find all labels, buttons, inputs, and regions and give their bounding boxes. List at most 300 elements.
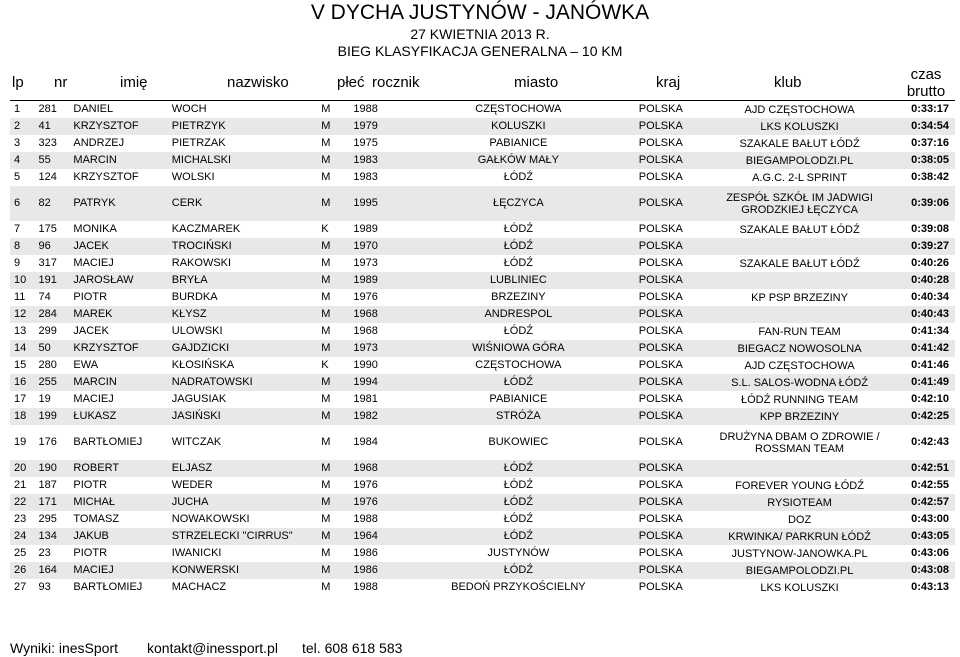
- table-header: [10, 63, 955, 101]
- cell-nr: 50: [34, 340, 69, 357]
- cell-lp: 14: [10, 340, 34, 357]
- cell-klub: SZAKALE BAŁUT ŁÓDŹ: [707, 221, 892, 238]
- cell-nr: 280: [34, 357, 69, 374]
- cell-kraj: POLSKA: [614, 391, 707, 408]
- cell-klub: LKS KOLUSZKI: [707, 579, 892, 596]
- table-row: [10, 374, 955, 391]
- cell-nazwisko: KŁOSIŃSKA: [168, 357, 317, 374]
- cell-miasto: ŁÓDŹ: [422, 511, 614, 528]
- cell-nazwisko: JASIŃSKI: [168, 408, 317, 425]
- cell-nr: 284: [34, 306, 69, 323]
- cell-kraj: POLSKA: [614, 221, 707, 238]
- table-row: [10, 323, 955, 340]
- cell-nazwisko: BRYŁA: [168, 272, 317, 289]
- cell-lp: 16: [10, 374, 34, 391]
- col-header-czas-line2: brutto: [906, 83, 946, 100]
- cell-kraj: POLSKA: [614, 255, 707, 272]
- cell-klub: [707, 460, 892, 477]
- table-row: [10, 408, 955, 425]
- cell-nazwisko: KONWERSKI: [168, 562, 317, 579]
- cell-kraj: POLSKA: [614, 186, 707, 221]
- cell-klub: FAN-RUN TEAM: [707, 323, 892, 340]
- cell-klub: LKS KOLUSZKI: [707, 118, 892, 135]
- cell-lp: 1: [10, 101, 34, 119]
- cell-miasto: ŁÓDŹ: [422, 477, 614, 494]
- cell-miasto: KOLUSZKI: [422, 118, 614, 135]
- cell-nr: 164: [34, 562, 69, 579]
- cell-plec: M: [317, 425, 349, 460]
- cell-klub: AJD CZĘSTOCHOWA: [707, 357, 892, 374]
- col-header-rocznik: rocznik: [372, 74, 420, 91]
- cell-nazwisko: TROCIŃSKI: [168, 238, 317, 255]
- results-body: [10, 101, 955, 597]
- cell-czas: 0:38:42: [892, 169, 955, 186]
- cell-lp: 2: [10, 118, 34, 135]
- cell-imie: PIOTR: [69, 477, 167, 494]
- cell-nr: 190: [34, 460, 69, 477]
- cell-czas: 0:40:28: [892, 272, 955, 289]
- cell-rocznik: 1970: [349, 238, 422, 255]
- cell-nazwisko: BURDKA: [168, 289, 317, 306]
- cell-plec: M: [317, 255, 349, 272]
- cell-miasto: ŁÓDŹ: [422, 494, 614, 511]
- cell-czas: 0:33:17: [892, 101, 955, 119]
- cell-klub: BIEGACZ NOWOSOLNA: [707, 340, 892, 357]
- table-row: [10, 221, 955, 238]
- cell-nazwisko: NADRATOWSKI: [168, 374, 317, 391]
- table-row: [10, 528, 955, 545]
- cell-rocznik: 1973: [349, 255, 422, 272]
- cell-nr: 124: [34, 169, 69, 186]
- cell-plec: M: [317, 562, 349, 579]
- cell-miasto: BUKOWIEC: [422, 425, 614, 460]
- cell-czas: 0:39:06: [892, 186, 955, 221]
- cell-kraj: POLSKA: [614, 101, 707, 119]
- col-header-plec: płeć: [337, 74, 365, 91]
- cell-lp: 10: [10, 272, 34, 289]
- cell-lp: 11: [10, 289, 34, 306]
- cell-miasto: ŁÓDŹ: [422, 528, 614, 545]
- cell-rocznik: 1994: [349, 374, 422, 391]
- cell-czas: 0:43:06: [892, 545, 955, 562]
- cell-miasto: STRÓŻA: [422, 408, 614, 425]
- cell-plec: M: [317, 477, 349, 494]
- cell-lp: 25: [10, 545, 34, 562]
- cell-plec: M: [317, 460, 349, 477]
- cell-kraj: POLSKA: [614, 289, 707, 306]
- cell-nr: 176: [34, 425, 69, 460]
- cell-imie: MICHAŁ: [69, 494, 167, 511]
- table-row: [10, 425, 955, 460]
- cell-kraj: POLSKA: [614, 169, 707, 186]
- cell-lp: 17: [10, 391, 34, 408]
- cell-plec: M: [317, 545, 349, 562]
- cell-nr: 55: [34, 152, 69, 169]
- cell-nazwisko: WOCH: [168, 101, 317, 119]
- cell-kraj: POLSKA: [614, 374, 707, 391]
- cell-nazwisko: WOLSKI: [168, 169, 317, 186]
- cell-imie: MARCIN: [69, 152, 167, 169]
- cell-plec: M: [317, 340, 349, 357]
- cell-kraj: POLSKA: [614, 579, 707, 596]
- cell-klub: KP PSP BRZEZINY: [707, 289, 892, 306]
- cell-lp: 20: [10, 460, 34, 477]
- cell-czas: 0:43:13: [892, 579, 955, 596]
- cell-imie: KRZYSZTOF: [69, 169, 167, 186]
- cell-rocznik: 1984: [349, 425, 422, 460]
- cell-czas: 0:41:42: [892, 340, 955, 357]
- cell-miasto: ŁÓDŹ: [422, 460, 614, 477]
- cell-rocznik: 1968: [349, 460, 422, 477]
- footer-phone: tel. 608 618 583: [302, 640, 403, 656]
- cell-plec: K: [317, 357, 349, 374]
- cell-lp: 4: [10, 152, 34, 169]
- col-header-nr: nr: [54, 74, 68, 91]
- cell-rocznik: 1976: [349, 494, 422, 511]
- cell-nr: 199: [34, 408, 69, 425]
- cell-czas: 0:42:10: [892, 391, 955, 408]
- cell-miasto: CZĘSTOCHOWA: [422, 101, 614, 119]
- cell-kraj: POLSKA: [614, 152, 707, 169]
- cell-miasto: ŁÓDŹ: [422, 562, 614, 579]
- cell-imie: MARCIN: [69, 374, 167, 391]
- cell-imie: KRZYSZTOF: [69, 118, 167, 135]
- table-row: [10, 391, 955, 408]
- cell-imie: MACIEJ: [69, 255, 167, 272]
- cell-plec: M: [317, 135, 349, 152]
- table-row: [10, 460, 955, 477]
- cell-rocznik: 1989: [349, 221, 422, 238]
- cell-kraj: POLSKA: [614, 135, 707, 152]
- cell-kraj: POLSKA: [614, 545, 707, 562]
- cell-plec: M: [317, 374, 349, 391]
- cell-klub: [707, 238, 892, 255]
- cell-nazwisko: WEDER: [168, 477, 317, 494]
- table-row: [10, 255, 955, 272]
- cell-imie: MONIKA: [69, 221, 167, 238]
- cell-klub: KRWINKA/ PARKRUN ŁÓDŹ: [707, 528, 892, 545]
- cell-kraj: POLSKA: [614, 306, 707, 323]
- cell-plec: M: [317, 323, 349, 340]
- cell-czas: 0:41:46: [892, 357, 955, 374]
- cell-imie: JACEK: [69, 238, 167, 255]
- col-header-czas: [896, 66, 956, 100]
- col-header-klub: klub: [774, 74, 802, 91]
- cell-nazwisko: JUCHA: [168, 494, 317, 511]
- cell-miasto: CZĘSTOCHOWA: [422, 357, 614, 374]
- cell-czas: 0:38:05: [892, 152, 955, 169]
- table-row: [10, 494, 955, 511]
- page-subtitle: BIEG KLASYFIKACJA GENERALNA – 10 KM: [337, 43, 623, 59]
- cell-miasto: ANDRESPOL: [422, 306, 614, 323]
- cell-kraj: POLSKA: [614, 528, 707, 545]
- cell-nr: 317: [34, 255, 69, 272]
- cell-miasto: ŁĘCZYCA: [422, 186, 614, 221]
- cell-czas: 0:43:08: [892, 562, 955, 579]
- cell-klub: DOZ: [707, 511, 892, 528]
- cell-plec: M: [317, 152, 349, 169]
- cell-czas: 0:34:54: [892, 118, 955, 135]
- cell-klub: A.G.C. 2-L SPRINT: [707, 169, 892, 186]
- cell-kraj: POLSKA: [614, 460, 707, 477]
- footer-contact: kontakt@inessport.pl: [147, 640, 278, 656]
- cell-kraj: POLSKA: [614, 408, 707, 425]
- cell-nr: 295: [34, 511, 69, 528]
- results-table: [10, 100, 955, 596]
- cell-nazwisko: PIETRZAK: [168, 135, 317, 152]
- cell-czas: 0:42:57: [892, 494, 955, 511]
- cell-imie: KRZYSZTOF: [69, 340, 167, 357]
- cell-klub: SZAKALE BAŁUT ŁÓDŹ: [707, 255, 892, 272]
- cell-plec: M: [317, 579, 349, 596]
- table-row: [10, 238, 955, 255]
- cell-miasto: JUSTYNÓW: [422, 545, 614, 562]
- cell-imie: PATRYK: [69, 186, 167, 221]
- cell-rocznik: 1982: [349, 408, 422, 425]
- cell-nr: 255: [34, 374, 69, 391]
- cell-nazwisko: KŁYSZ: [168, 306, 317, 323]
- cell-czas: 0:42:25: [892, 408, 955, 425]
- cell-imie: ŁUKASZ: [69, 408, 167, 425]
- cell-klub: BIEGAMPOLODZI.PL: [707, 152, 892, 169]
- cell-plec: M: [317, 186, 349, 221]
- cell-nazwisko: GAJDZICKI: [168, 340, 317, 357]
- cell-nazwisko: STRZELECKI "CIRRUS": [168, 528, 317, 545]
- cell-klub: BIEGAMPOLODZI.PL: [707, 562, 892, 579]
- cell-czas: 0:41:49: [892, 374, 955, 391]
- cell-imie: PIOTR: [69, 545, 167, 562]
- cell-klub: AJD CZĘSTOCHOWA: [707, 101, 892, 119]
- cell-miasto: ŁÓDŹ: [422, 169, 614, 186]
- table-row: [10, 135, 955, 152]
- cell-nr: 134: [34, 528, 69, 545]
- cell-nazwisko: CERK: [168, 186, 317, 221]
- cell-plec: M: [317, 238, 349, 255]
- cell-kraj: POLSKA: [614, 477, 707, 494]
- cell-kraj: POLSKA: [614, 340, 707, 357]
- cell-miasto: PABIANICE: [422, 135, 614, 152]
- cell-rocznik: 1973: [349, 340, 422, 357]
- cell-lp: 5: [10, 169, 34, 186]
- cell-rocznik: 1989: [349, 272, 422, 289]
- cell-nr: 299: [34, 323, 69, 340]
- cell-plec: M: [317, 101, 349, 119]
- table-row: [10, 545, 955, 562]
- cell-kraj: POLSKA: [614, 425, 707, 460]
- cell-imie: ANDRZEJ: [69, 135, 167, 152]
- cell-czas: 0:40:43: [892, 306, 955, 323]
- col-header-nazwisko: nazwisko: [227, 74, 289, 91]
- cell-lp: 27: [10, 579, 34, 596]
- cell-klub: FOREVER YOUNG ŁÓDŹ: [707, 477, 892, 494]
- cell-miasto: GAŁKÓW MAŁY: [422, 152, 614, 169]
- cell-klub: JUSTYNOW-JANOWKA.PL: [707, 545, 892, 562]
- cell-lp: 23: [10, 511, 34, 528]
- table-row: [10, 101, 955, 119]
- cell-nr: 187: [34, 477, 69, 494]
- col-header-imie: imię: [120, 74, 148, 91]
- cell-klub: RYSIOTEAM: [707, 494, 892, 511]
- cell-czas: 0:42:55: [892, 477, 955, 494]
- cell-miasto: ŁÓDŹ: [422, 374, 614, 391]
- cell-miasto: LUBLINIEC: [422, 272, 614, 289]
- cell-rocznik: 1988: [349, 511, 422, 528]
- cell-czas: 0:42:51: [892, 460, 955, 477]
- cell-klub: [707, 272, 892, 289]
- cell-kraj: POLSKA: [614, 238, 707, 255]
- cell-czas: 0:43:05: [892, 528, 955, 545]
- cell-czas: 0:41:34: [892, 323, 955, 340]
- table-row: [10, 340, 955, 357]
- table-row: [10, 579, 955, 596]
- cell-nazwisko: ELJASZ: [168, 460, 317, 477]
- cell-rocznik: 1986: [349, 545, 422, 562]
- cell-rocznik: 1983: [349, 169, 422, 186]
- table-row: [10, 169, 955, 186]
- cell-rocznik: 1986: [349, 562, 422, 579]
- col-header-lp: lp: [12, 74, 24, 91]
- cell-rocznik: 1988: [349, 579, 422, 596]
- cell-lp: 21: [10, 477, 34, 494]
- cell-nazwisko: IWANICKI: [168, 545, 317, 562]
- cell-plec: M: [317, 169, 349, 186]
- cell-nr: 41: [34, 118, 69, 135]
- cell-imie: JAROSŁAW: [69, 272, 167, 289]
- cell-czas: 0:40:26: [892, 255, 955, 272]
- cell-nazwisko: JAGUSIAK: [168, 391, 317, 408]
- cell-lp: 19: [10, 425, 34, 460]
- cell-nr: 171: [34, 494, 69, 511]
- cell-rocznik: 1975: [349, 135, 422, 152]
- cell-lp: 18: [10, 408, 34, 425]
- cell-imie: BARTŁOMIEJ: [69, 425, 167, 460]
- cell-nr: 175: [34, 221, 69, 238]
- cell-kraj: POLSKA: [614, 494, 707, 511]
- cell-nazwisko: WITCZAK: [168, 425, 317, 460]
- cell-lp: 9: [10, 255, 34, 272]
- cell-lp: 12: [10, 306, 34, 323]
- cell-nr: 19: [34, 391, 69, 408]
- cell-imie: MACIEJ: [69, 391, 167, 408]
- cell-nazwisko: RAKOWSKI: [168, 255, 317, 272]
- cell-lp: 22: [10, 494, 34, 511]
- footer-results: Wyniki: inesSport: [10, 640, 119, 656]
- cell-imie: ROBERT: [69, 460, 167, 477]
- cell-lp: 6: [10, 186, 34, 221]
- table-row: [10, 562, 955, 579]
- cell-kraj: POLSKA: [614, 118, 707, 135]
- cell-miasto: BEDOŃ PRZYKOŚCIELNY: [422, 579, 614, 596]
- table-row: [10, 272, 955, 289]
- cell-rocznik: 1964: [349, 528, 422, 545]
- cell-plec: K: [317, 221, 349, 238]
- cell-rocznik: 1995: [349, 186, 422, 221]
- cell-klub: S.L. SALOS-WODNA ŁÓDŹ: [707, 374, 892, 391]
- cell-czas: 0:40:34: [892, 289, 955, 306]
- cell-plec: M: [317, 494, 349, 511]
- cell-nr: 323: [34, 135, 69, 152]
- cell-imie: EWA: [69, 357, 167, 374]
- cell-plec: M: [317, 528, 349, 545]
- cell-rocznik: 1976: [349, 289, 422, 306]
- cell-nazwisko: ULOWSKI: [168, 323, 317, 340]
- cell-imie: MACIEJ: [69, 562, 167, 579]
- cell-miasto: ŁÓDŹ: [422, 323, 614, 340]
- cell-miasto: WIŚNIOWA GÓRA: [422, 340, 614, 357]
- cell-lp: 24: [10, 528, 34, 545]
- cell-imie: JACEK: [69, 323, 167, 340]
- cell-czas: 0:39:27: [892, 238, 955, 255]
- cell-klub: [707, 306, 892, 323]
- cell-lp: 3: [10, 135, 34, 152]
- cell-rocznik: 1981: [349, 391, 422, 408]
- table-row: [10, 477, 955, 494]
- cell-rocznik: 1979: [349, 118, 422, 135]
- table-row: [10, 152, 955, 169]
- cell-plec: M: [317, 511, 349, 528]
- cell-klub: KPP BRZEZINY: [707, 408, 892, 425]
- cell-klub: SZAKALE BAŁUT ŁÓDŹ: [707, 135, 892, 152]
- cell-kraj: POLSKA: [614, 511, 707, 528]
- cell-klub: ZESPÓŁ SZKÓŁ IM JADWIGI GRODZKIEJ ŁĘCZYCA: [707, 186, 892, 221]
- cell-plec: M: [317, 289, 349, 306]
- cell-czas: 0:42:43: [892, 425, 955, 460]
- cell-rocznik: 1990: [349, 357, 422, 374]
- col-header-kraj: kraj: [656, 74, 681, 91]
- page-title: V DYCHA JUSTYNÓW - JANÓWKA: [310, 1, 650, 24]
- cell-nazwisko: PIETRZYK: [168, 118, 317, 135]
- cell-nr: 191: [34, 272, 69, 289]
- cell-plec: M: [317, 391, 349, 408]
- cell-czas: 0:39:08: [892, 221, 955, 238]
- cell-kraj: POLSKA: [614, 323, 707, 340]
- cell-plec: M: [317, 272, 349, 289]
- col-header-miasto: miasto: [514, 74, 559, 91]
- col-header-czas-line1: czas: [910, 66, 942, 83]
- cell-lp: 7: [10, 221, 34, 238]
- cell-kraj: POLSKA: [614, 357, 707, 374]
- cell-plec: M: [317, 408, 349, 425]
- table-row: [10, 511, 955, 528]
- cell-rocznik: 1968: [349, 323, 422, 340]
- cell-imie: DANIEL: [69, 101, 167, 119]
- cell-lp: 13: [10, 323, 34, 340]
- cell-klub: DRUŻYNA DBAM O ZDROWIE / ROSSMAN TEAM: [707, 425, 892, 460]
- cell-imie: BARTŁOMIEJ: [69, 579, 167, 596]
- cell-nazwisko: KACZMAREK: [168, 221, 317, 238]
- cell-czas: 0:37:16: [892, 135, 955, 152]
- cell-miasto: ŁÓDŹ: [422, 238, 614, 255]
- cell-rocznik: 1976: [349, 477, 422, 494]
- table-row: [10, 306, 955, 323]
- cell-imie: TOMASZ: [69, 511, 167, 528]
- cell-nazwisko: MICHALSKI: [168, 152, 317, 169]
- cell-nr: 82: [34, 186, 69, 221]
- cell-kraj: POLSKA: [614, 272, 707, 289]
- cell-lp: 26: [10, 562, 34, 579]
- cell-klub: ŁÓDŹ RUNNING TEAM: [707, 391, 892, 408]
- cell-miasto: ŁÓDŹ: [422, 221, 614, 238]
- cell-nr: 96: [34, 238, 69, 255]
- cell-rocznik: 1988: [349, 101, 422, 119]
- table-row: [10, 118, 955, 135]
- cell-rocznik: 1983: [349, 152, 422, 169]
- table-row: [10, 186, 955, 221]
- cell-kraj: POLSKA: [614, 562, 707, 579]
- cell-miasto: PABIANICE: [422, 391, 614, 408]
- cell-plec: M: [317, 306, 349, 323]
- table-row: [10, 289, 955, 306]
